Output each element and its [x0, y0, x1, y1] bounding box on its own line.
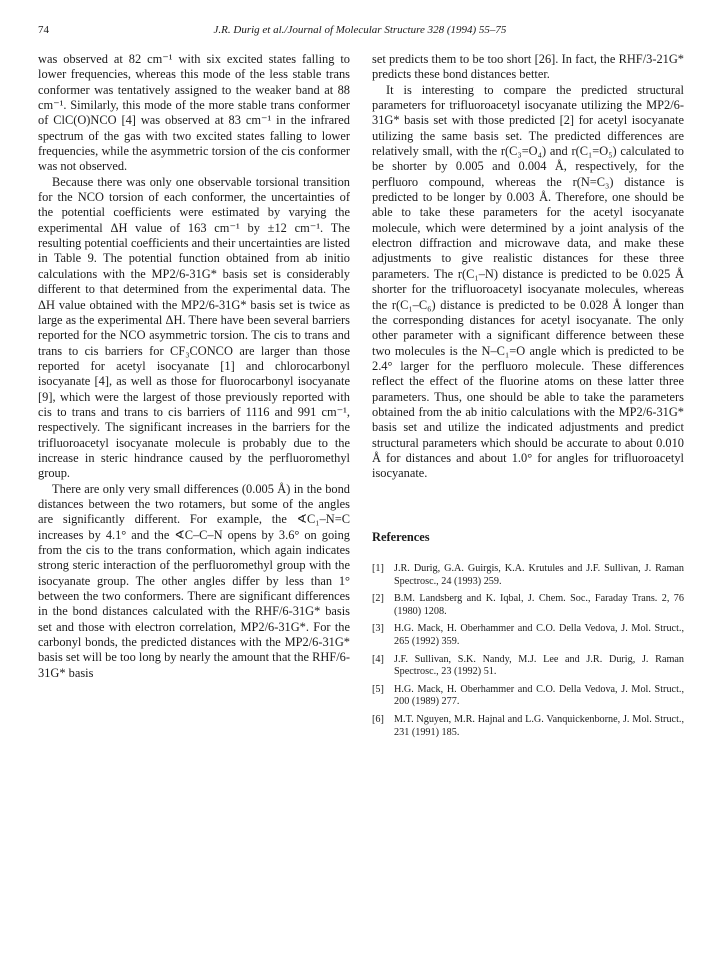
reference-item: [372, 654, 684, 679]
running-title: J.R. Durig et al./Journal of Molecular Structure 328 (1994) 55–75: [213, 24, 507, 36]
reference-text: B.M. Landsberg and K. Iqbal, J. Chem. Soc., Faraday Trans. 2, 76 (1980) 1208.: [394, 593, 684, 617]
reference-text: M.T. Nguyen, M.R. Hajnal and L.G. Vanquickenborne, J. Mol. Struct., 231 (1991) 185.: [394, 713, 684, 738]
reference-item: [372, 563, 684, 588]
reference-number: [5]: [372, 683, 384, 695]
reference-number: [1]: [372, 562, 384, 574]
reference-number: [3]: [372, 623, 384, 635]
page-number: 74: [38, 24, 49, 36]
paragraph: was observed at 82 cm⁻¹ with six excited states falling to lower frequencies, whereas this mode of the less stable trans conformer was tentatively assigned to the weaker band at 88 cm⁻¹. Similarly, this mode of the more stable trans conformer of ClC(O)NCO [4] was observed at 83 cm⁻¹ in the infrared spectrum of the gas with two excited states falling to lower frequencies, while the asymmetric torsion of the cis conformer was not observed.: [38, 52, 350, 174]
paragraph: set predicts them to be too short [26]. In fact, the RHF/3-21G* predicts these bond distances better.: [372, 52, 684, 82]
reference-item: [372, 623, 684, 648]
reference-text: H.G. Mack, H. Oberhammer and C.O. Della Vedova, J. Mol. Struct., 265 (1992) 359.: [394, 623, 684, 647]
reference-text: H.G. Mack, H. Oberhammer and C.O. Della Vedova, J. Mol. Struct., 200 (1989) 277.: [394, 683, 684, 708]
paragraph: Because there was only one observable torsional transition for the NCO torsion of each conformer, the uncertainties of the potential coefficients were estimated by varying the experimental ΔH value of 163 cm⁻¹ by ±12 cm⁻¹. The resulting potential coefficients and their uncertainties are listed in Table 9. The potential function obtained from ab initio calculations with the MP2/6-31G* basis set is considerably different to that determined from the experimental data. The ΔH value obtained with the MP2/6-31G* basis set is twice as large as the experimental ΔH. There have been several barriers reported for the NCO asymmetric torsion. The cis to trans and trans to cis barriers for CF₃CONCO are larger than those reported for acetyl isocyanate [1] and chlorocarbonyl isocyanate [4], as well as those for fluorocarbonyl isocyanate [9], which were the largest of those previously reported with cis to trans and trans to cis barriers of 1116 and 991 cm⁻¹, respectively. The significant increases in the barriers for the trifluoroacetyl isocyanate molecule is probably due to the increase in steric hindrance caused by the perfluoromethyl group.: [38, 174, 350, 481]
reference-item: [372, 714, 684, 739]
references-list: [372, 563, 684, 739]
reference-item: [372, 593, 684, 618]
paragraph: There are only very small differences (0.005 Å) in the bond distances between the two rotamers, but some of the angles are significantly different. For example, the ∢C₁–N=C increases by 4.1° and the ∢C–C–N opens by 3.6° on going from the cis to the trans conformation, which again indicates strong steric interaction of the perfluoromethyl group with the isocyanate group. The other angles differ by less than 1° between the two conformers. There are significant differences in the bond distances calculated with the RHF/6-31G* basis set and those with electron correlation, MP2/6-31G*. For the carbonyl bonds, the predicted distances with the MP2/6-31G* basis set will be too long by nearly the amount that the RHF/6-31G* basis: [38, 481, 350, 680]
right-column: [372, 52, 684, 744]
reference-item: [372, 684, 684, 709]
reference-number: [6]: [372, 713, 384, 725]
reference-text: J.F. Sullivan, S.K. Nandy, M.J. Lee and J.R. Durig, J. Raman Spectrosc., 23 (1992) 51.: [394, 653, 684, 678]
references-heading: References: [372, 529, 430, 544]
reference-number: [4]: [372, 653, 384, 665]
paragraph: It is interesting to compare the predicted structural parameters for trifluoroacetyl isocyanate utilizing the MP2/6-31G* basis set with those predicted [2] for acetyl isocyanate utilizing the same basis set. The predicted differences are relatively small, with the r(C₃=O₄) and r(C₁=O₅) calculated to be shorter by 0.005 and 0.004 Å, respectively, for the perfluoro compound, whereas the r(N=C₃) distance is predicted to be longer by 0.003 Å. Therefore, one should be able to take these parameters for the acetyl isocyanate molecule, which were determined by a joint analysis of the electron diffraction and microwave data, and make these adjustments to give realistic distances for these three parameters. The r(C₁–N) distance is predicted to be 0.025 Å shorter for the trifluoroacetyl isocyanate molecules, whereas the r(C₁–C₆) distance is predicted to be 0.028 Å longer than the corresponding distances for acetyl isocyanate. The only other parameter with a significant difference between these two molecules is the N–C₁=O angle which is predicted to be 2.4° larger for the perfluoro molecule. These differences reflect the effect of the fluorine atoms on these latter three parameters. Thus, one should be able to take the parameters obtained from the ab initio calculations with the MP2/6-31G* basis set and utilize the indicated adjustments and predict structural parameters which should be accurate to about 0.010 Å for distances and about 1.0° for angles for trifluoroacetyl isocyanate.: [372, 82, 684, 481]
page-header: [38, 24, 682, 40]
left-column: [38, 52, 350, 681]
reference-number: [2]: [372, 593, 384, 605]
reference-text: J.R. Durig, G.A. Guirgis, K.A. Krutules and J.F. Sullivan, J. Raman Spectrosc., 24 (1993) 259.: [394, 562, 684, 587]
